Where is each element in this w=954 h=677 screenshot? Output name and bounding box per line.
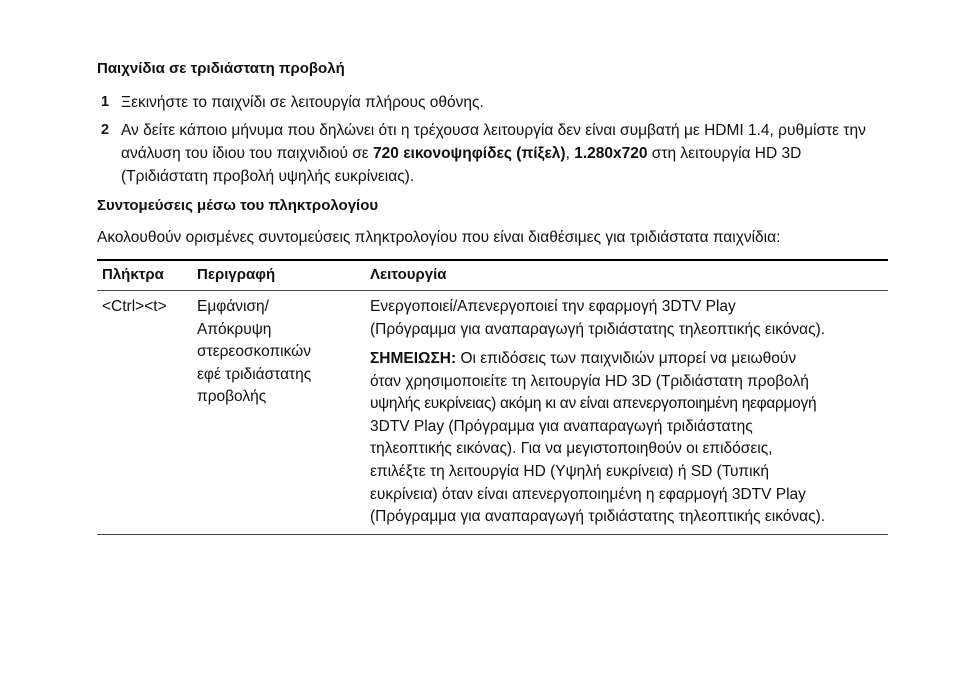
note-line: όταν χρησιμοποιείτε τη λειτουργία HD 3D (Τριδιάστατη προβολή bbox=[370, 372, 809, 390]
step-number: 1 bbox=[101, 94, 110, 110]
step-number: 2 bbox=[101, 122, 110, 138]
intro-paragraph: Ακολουθούν ορισμένες συντομεύσεις πληκτρολογίου που είναι διαθέσιμες για τριδιάστατα παιχνίδια: bbox=[97, 229, 781, 246]
description-line: εφέ τριδιάστατης bbox=[197, 365, 312, 383]
step-text-part: , bbox=[565, 145, 575, 162]
description-line: Εμφάνιση/ bbox=[197, 298, 269, 315]
heading-3d-games: Παιχνίδια σε τριδιάστατη προβολή bbox=[97, 60, 345, 77]
note-line: επιλέξτε τη λειτουργία HD (Υψηλή ευκρίνεια) ή SD (Τυπική bbox=[370, 462, 769, 480]
shortcut-function bbox=[370, 296, 825, 341]
resolution-label: 720 εικονοψηφίδες (πίξελ) bbox=[373, 145, 566, 162]
shortcut-keys: <Ctrl><t> bbox=[102, 298, 167, 315]
note-line: ευκρίνεια) όταν είναι απενεργοποιημένη η εφαρμογή 3DTV Play bbox=[370, 485, 806, 503]
table-header-description: Περιγραφή bbox=[197, 266, 276, 283]
table-bottom-rule bbox=[97, 534, 888, 535]
note-line: υψηλής ευκρίνειας) ακόμη κι αν είναι απενεργοποιημένη ηεφαρμογή bbox=[370, 395, 817, 413]
table-header-rule bbox=[97, 290, 888, 291]
note-text: Οι επιδόσεις των παιχνιδιών μπορεί να μειωθούν bbox=[456, 350, 797, 367]
heading-keyboard-shortcuts: Συντομεύσεις μέσω του πληκτρολογίου bbox=[97, 197, 379, 214]
step-text: Ξεκινήστε το παιχνίδι σε λειτουργία πλήρους οθόνης. bbox=[121, 94, 484, 111]
note-line: τηλεοπτικής εικόνας). Για να μεγιστοποιηθούν οι επιδόσεις, bbox=[370, 440, 773, 458]
note-line: 3DTV Play (Πρόγραμμα για αναπαραγωγή τριδιάστατης bbox=[370, 417, 753, 435]
note-block bbox=[370, 348, 825, 529]
step-text-part: στη λειτουργία HD 3D (Τριδιάστατη προβολή υψηλής ευκρίνειας). bbox=[121, 145, 802, 185]
table-header-function: Λειτουργία bbox=[370, 266, 447, 283]
description-line: στερεοσκοπικών bbox=[197, 343, 312, 361]
shortcut-description bbox=[197, 296, 311, 409]
table-top-rule bbox=[97, 259, 888, 261]
step-text bbox=[121, 119, 891, 188]
table-header-keys: Πλήκτρα bbox=[102, 266, 164, 283]
function-line: Ενεργοποιεί/Απενεργοποιεί την εφαρμογή 3DTV Play bbox=[370, 298, 736, 315]
resolution-value: 1.280x720 bbox=[574, 145, 648, 162]
note-label: ΣΗΜΕΙΩΣΗ: bbox=[370, 350, 457, 367]
note-line: (Πρόγραμμα για αναπαραγωγή τριδιάστατης τηλεοπτικής εικόνας). bbox=[370, 508, 826, 526]
step-text-part: Αν δείτε κάποιο μήνυμα που δηλώνει ότι η τρέχουσα λειτουργία δεν είναι συμβατή με HDMI 1.4, ρυθμίστε την ανάλυση του ίδιου του παιχνιδιού σε bbox=[121, 122, 866, 162]
description-line: Απόκρυψη bbox=[197, 320, 272, 338]
description-line: προβολής bbox=[197, 388, 267, 406]
function-line: (Πρόγραμμα για αναπαραγωγή τριδιάστατης τηλεοπτικής εικόνας). bbox=[370, 320, 826, 338]
note-first-line bbox=[370, 348, 825, 371]
